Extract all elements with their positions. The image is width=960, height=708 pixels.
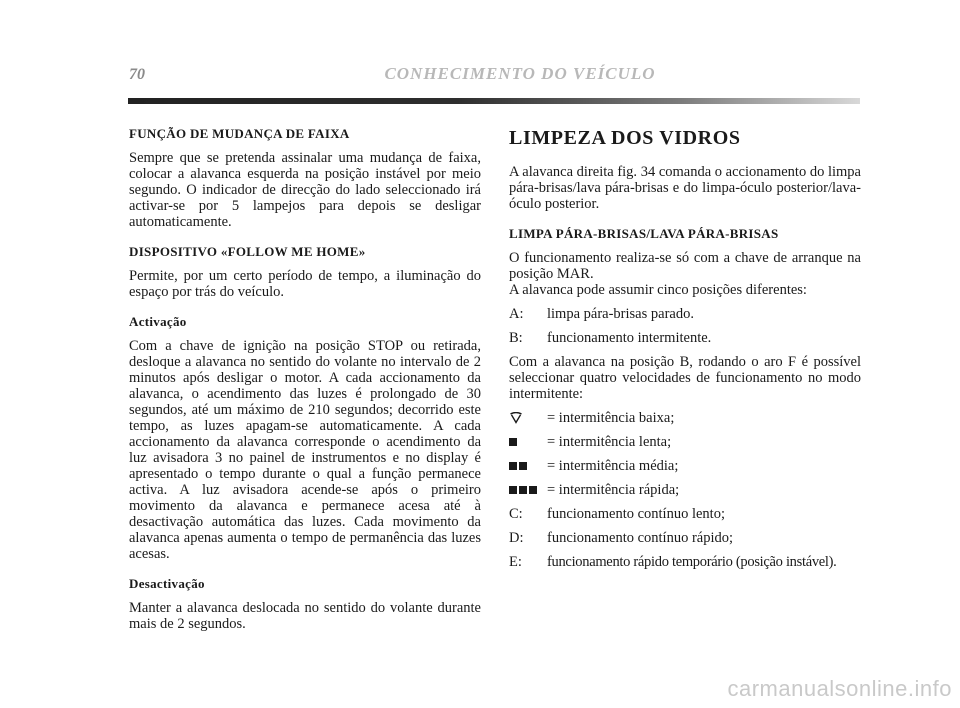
watermark: carmanualsonline.info: [727, 676, 952, 701]
triple-square-icon: [509, 482, 547, 498]
position-b-row: [509, 330, 861, 346]
lane-change-text: Sempre que se pretenda assinalar uma mudança de faixa, colocar a alavanca esquerda na posição instável por meio segundo. O indicador de direcção do lado seleccionado irá activar-se por 5 lampejos para depois se desligar automaticamente.: [129, 150, 481, 230]
position-d-text: funcionamento contínuo rápido;: [547, 530, 734, 546]
lane-change-heading: FUNÇÃO DE MUDANÇA DE FAIXA: [129, 126, 350, 141]
position-b-key: B:: [509, 330, 523, 346]
position-e-text: funcionamento rápido temporário (posição instável).: [547, 554, 837, 570]
position-c-text: funcionamento contínuo lento;: [547, 506, 725, 522]
position-d-row: [509, 530, 861, 546]
position-e-key: E:: [509, 554, 522, 570]
wiper-heading: LIMPA PÁRA-BRISAS/LAVA PÁRA-BRISAS: [509, 226, 779, 241]
wiper-text-2: A alavanca pode assumir cinco posições diferentes:: [509, 282, 807, 298]
speed-4-row: [509, 482, 861, 498]
position-b-text: funcionamento intermitente.: [547, 330, 712, 346]
speed-4-text: = intermitência rápida;: [547, 482, 680, 498]
activation-heading: Activação: [129, 314, 187, 329]
speed-3-row: [509, 458, 861, 474]
speed-2-text: = intermitência lenta;: [547, 434, 672, 450]
intro-text: A alavanca direita fig. 34 comanda o accionamento do limpa pára-brisas/lava pára-brisas e do limpa-óculo posterior/lava-óculo posterior.: [509, 164, 861, 212]
double-square-icon: [509, 458, 547, 474]
activation-text: Com a chave de ignição na posição STOP ou retirada, desloque a alavanca no sentido do volante no intervalo de 2 minutos após desligar o motor. A cada accionamento da alavanca, o acendimento das luzes é prolongado de 30 segundos, até um máximo de 210 segundos; decorrido este tempo, as luzes apagam-se automaticamente. A cada accionamento da alavanca corresponde o acendimento da luz avisadora 3 no painel de instrumentos e no display é apresentado o tempo durante o qual a função permanece activa. A luz avisadora acende-se após o primeiro movimento da alavanca e permanece acesa até à desactivação automática das luzes. Cada movimento da alavanca apenas aumenta o tempo de permanência das luzes acesas.: [129, 338, 481, 562]
follow-me-text: Permite, por um certo período de tempo, a iluminação do espaço por trás do veículo.: [129, 268, 481, 300]
right-column: [509, 126, 861, 570]
position-d-key: D:: [509, 530, 524, 546]
position-e-row: [509, 554, 861, 570]
left-column: [129, 126, 481, 632]
page-number: 70: [129, 66, 145, 83]
speed-2-row: [509, 434, 861, 450]
speed-1-text: = intermitência baixa;: [547, 410, 675, 426]
page-header-title: CONHECIMENTO DO VEÍCULO: [384, 64, 656, 83]
speed-3-text: = intermitência média;: [547, 458, 679, 474]
speed-1-row: [509, 410, 861, 426]
deactivation-heading: Desactivação: [129, 576, 205, 591]
single-square-icon: [509, 434, 547, 450]
position-a-text: limpa pára-brisas parado.: [547, 306, 694, 322]
position-c-key: C:: [509, 506, 523, 522]
header-rule: [128, 98, 860, 104]
wiper-intermittent-icon: [509, 410, 547, 426]
section-title: LIMPEZA DOS VIDROS: [509, 127, 741, 149]
follow-me-heading: DISPOSITIVO «FOLLOW ME HOME»: [129, 244, 366, 259]
wiper-text-1: O funcionamento realiza-se só com a chave de arranque na posição MAR.: [509, 250, 861, 282]
position-a-row: [509, 306, 861, 322]
speeds-text: Com a alavanca na posição B, rodando o aro F é possível seleccionar quatro velocidades de funcionamento no modo intermitente:: [509, 354, 861, 402]
deactivation-text: Manter a alavanca deslocada no sentido do volante durante mais de 2 segundos.: [129, 600, 481, 632]
position-a-key: A:: [509, 306, 524, 322]
position-c-row: [509, 506, 861, 522]
